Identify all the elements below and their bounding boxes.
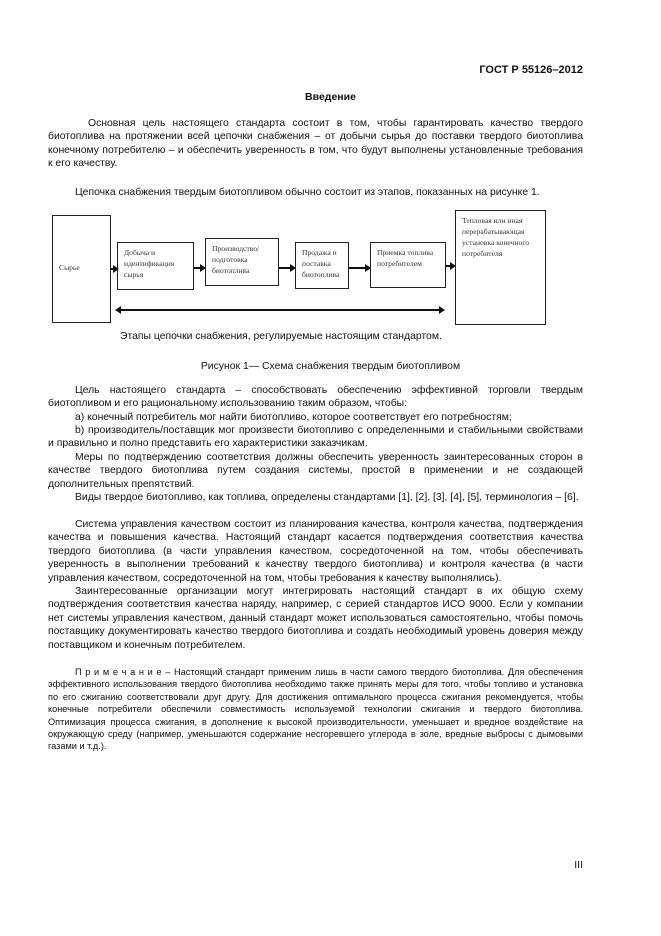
paragraph: Цель настоящего стандарта – способствовать обеспечению эффективной торговли твердым биотопливом и его рациональному использованию таким образом, чтобы: [48,385,583,410]
arrow-icon [194,267,204,269]
paragraph: Система управления качеством состоит из планирования качества, контроля качества, подтверждения качества и повышения качества. Настоящий стандарт касается подтверждения соответствия качества твердого биотоплива (в части управления качеством, сосредоточенной на том, чтобы обеспечивать уверенность в выполнении требований к качеству твердого биотоплива) и контроля качества (в части управления качеством, сосредоточенной на том, чтобы требования к качеству выполнялись). [48,519,583,584]
box-extraction: Добыча и идентификация сырья [117,242,194,290]
arrow-icon [349,267,369,269]
list-item: a) конечный потребитель мог найти биотопливо, которое соответствует его потребностям; [75,412,512,423]
list-item: b) производитель/поставщик мог произвести биотопливо с определенными и стабильными свойствами и правильно и полно представить его характеристики заказчикам. [48,425,583,450]
double-arrow-icon [120,309,440,311]
box-sales: Продажа и поставка биотоплива [295,242,349,289]
range-label: Этапы цепочки снабжения, регулируемые настоящим стандартом. [120,331,442,342]
paragraph: Заинтересованные организации могут интегрировать настоящий стандарт в их общую схему подтверждения соответствия качества наряду, например, с серией стандартов ИСО 9000. Если у компании нет системы управления качеством, данный стандарт может использоваться самостоятельно, чтобы помочь поставщику документировать качество твердого биотоплива и создать необходимый уровень доверия между поставщиком и конечным потребителем. [48,586,583,651]
box-acceptance: Приемка топлива потребителем [370,242,446,288]
chain-intro: Цепочка снабжения твердым биотопливом обычно состоит из этапов, показанных на рисунке 1. [75,187,540,198]
arrow-icon [279,267,294,269]
page-number: III [574,859,583,871]
arrow-icon [446,265,454,267]
box-raw-material: Сырье [52,215,111,323]
paragraph: Виды твердое биотопливо, как топлива, определены стандартами [1], [2], [3], [4], [5], терминология – [6]. [75,492,579,503]
intro-paragraph: Основная цель настоящего стандарта состоит в том, чтобы гарантировать качество твердого биотоплива на протяжении всей цепочки снабжения – от добычи сырья до поставки твердого биотоплива конечному потребителю – и обеспечить уверенность в том, что будут выполнены установленные требования к его качеству. [48,118,583,170]
section-title: Введение [305,91,356,103]
note [48,666,583,753]
note-text: – Настоящий стандарт применим лишь в части самого твердого биотоплива. Для обеспечения эффективного использования твердого биотоплива необходимо также принять меры для того, чтобы топливо и установка по его сжиганию соответствовали друг другу. Для достижения оптимального процесса сжигания рекомендуется, чтобы конечные потребители обеспечили совместимость используемой технологии сжигания и твердого биотоплива. Оптимизация процесса сжигания, в дополнение к высокой производительности, уменьшает и вредное воздействие на окружающую среду (например, уменьшаются содержание несгоревшего углерода в золе, вредные выбросы с дымовыми газами и т.д.). [48,667,583,752]
paragraph: Меры по подтверждению соответствия должны обеспечить уверенность заинтересованных сторон в качестве твердого биотоплива путем создания системы, простой в применении и не создающей дополнительных препятствий. [48,452,583,490]
figure-caption: Рисунок 1— Схема снабжения твердым биотопливом [200,361,461,372]
note-label: П р и м е ч а н и е [75,667,162,677]
box-end-user-plant: Тепловая или иная перерабатывающая установка конечного потребителя [455,210,546,325]
document-header: ГОСТ Р 55126–2012 [479,64,583,76]
box-production: Производство/ подготовка биотоплива [205,238,279,286]
